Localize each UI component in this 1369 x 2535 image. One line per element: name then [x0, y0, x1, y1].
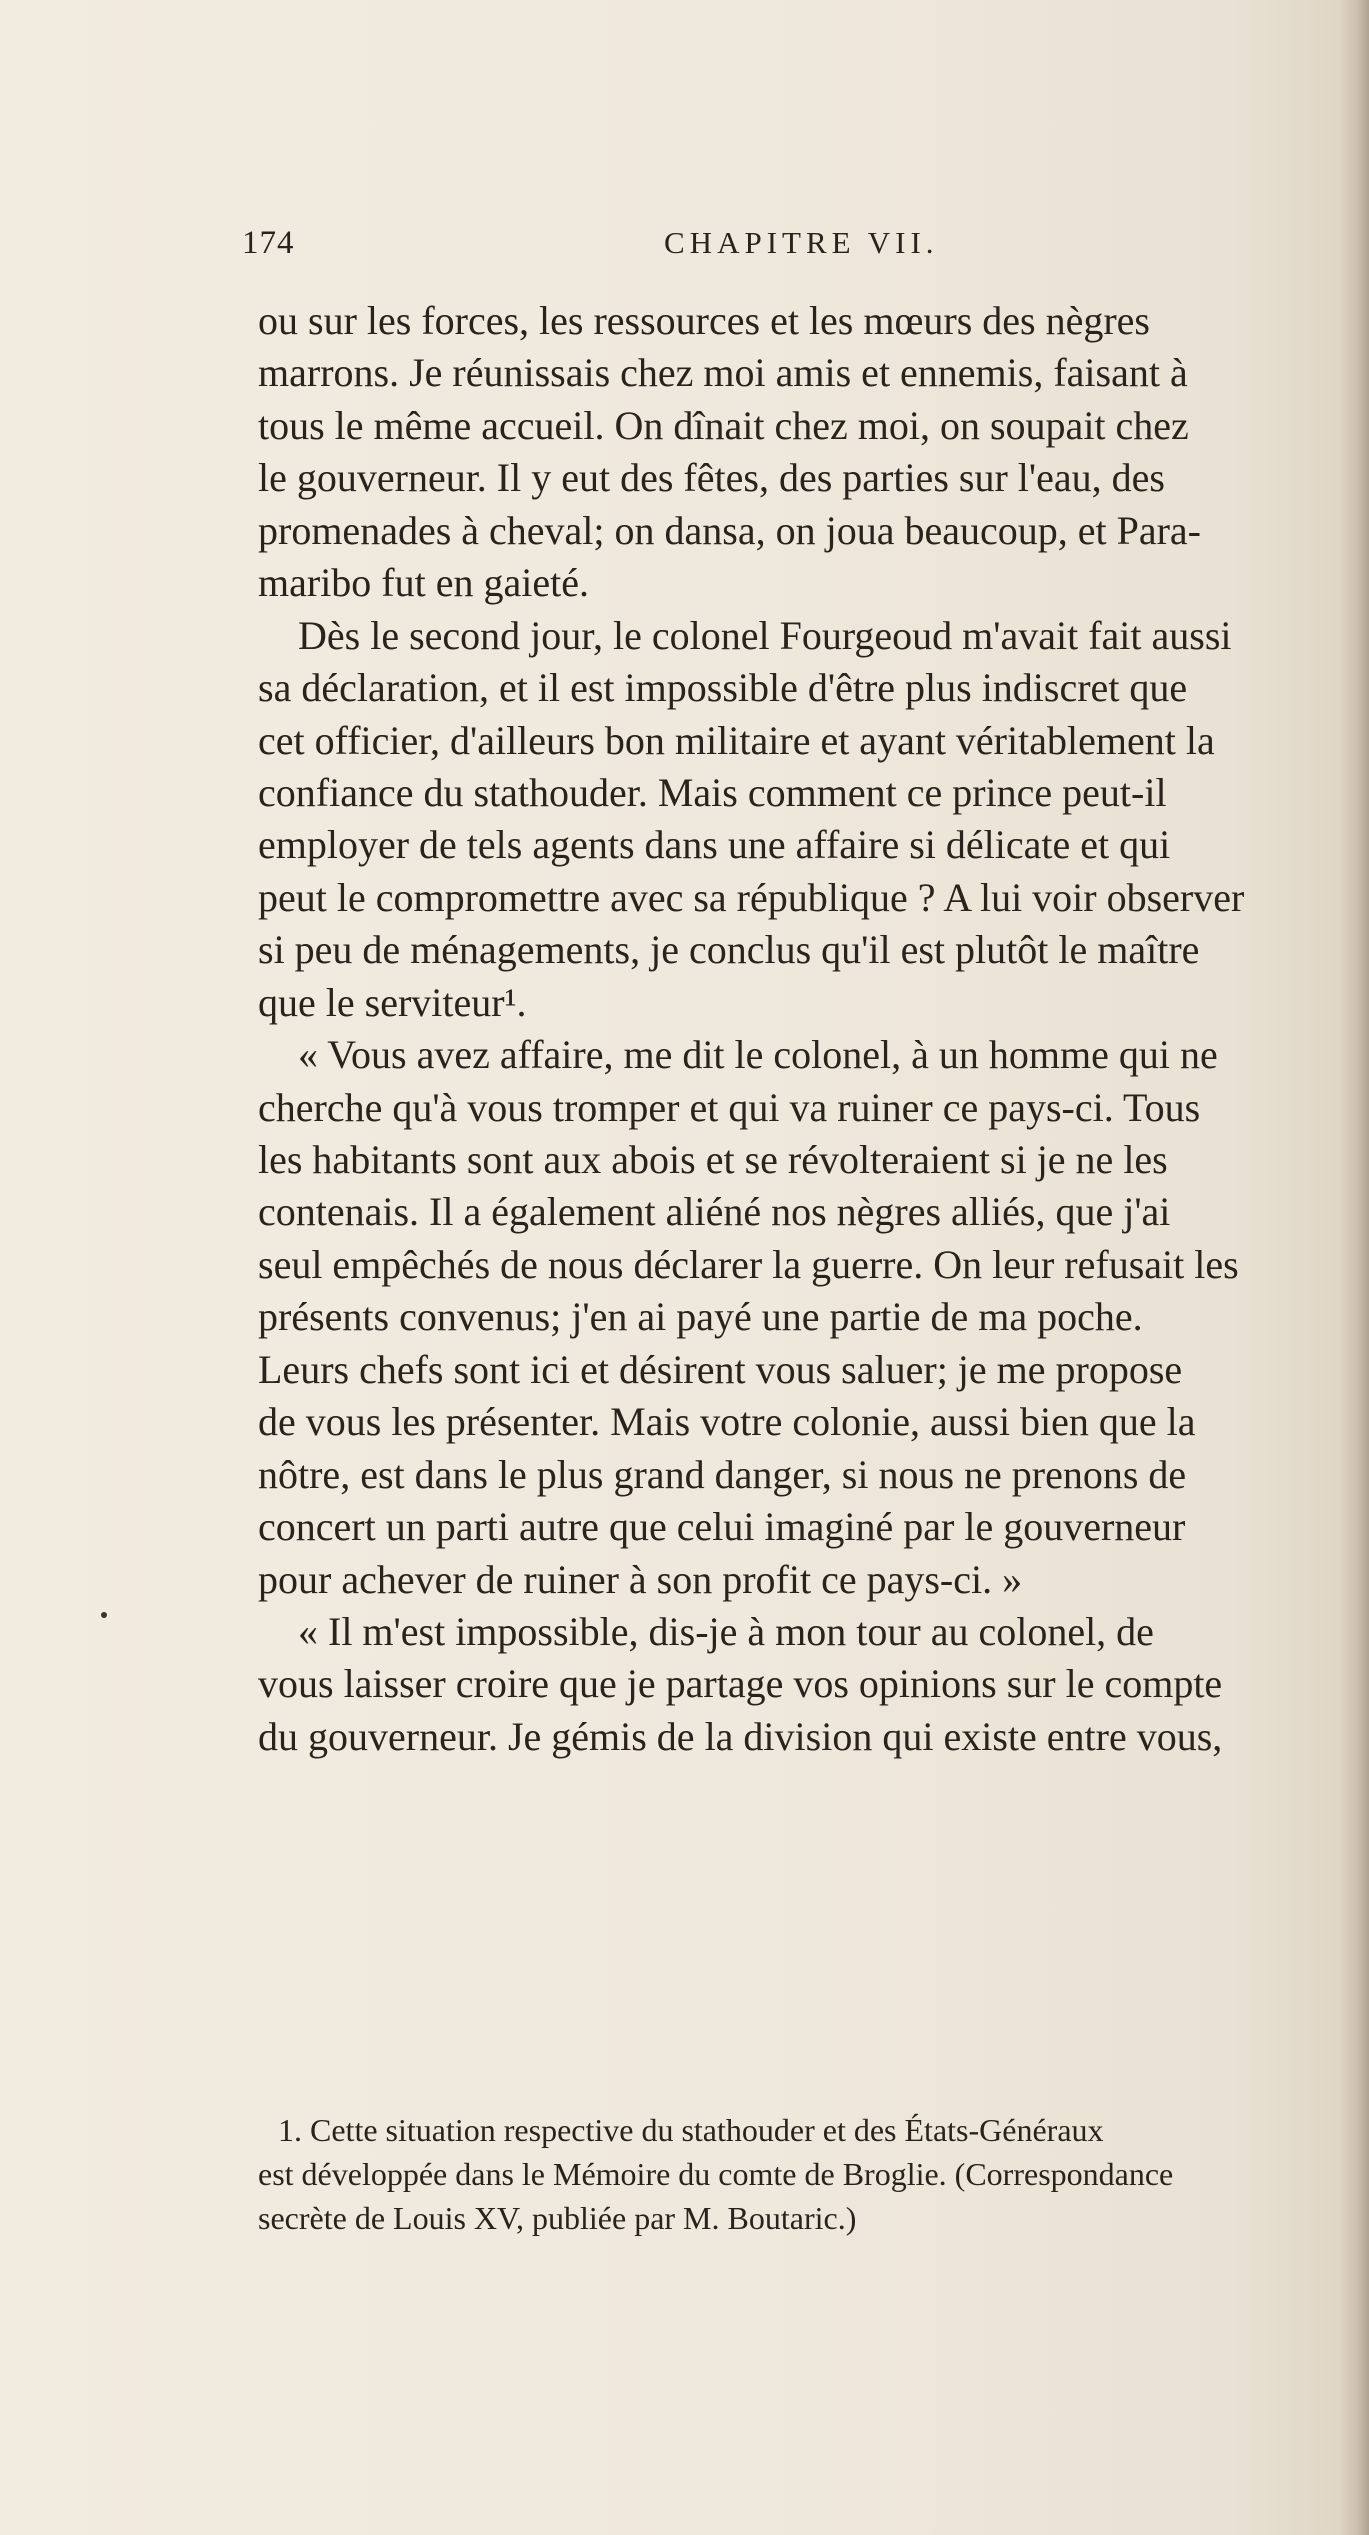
body-line: présents convenus; j'en ai payé une partie de ma poche.: [258, 1294, 1143, 1340]
body-line: cet officier, d'ailleurs bon militaire et ayant véritablement la: [258, 717, 1215, 763]
body-line: cherche qu'à vous tromper et qui va ruiner ce pays-ci. Tous: [258, 1084, 1201, 1130]
body-line: nôtre, est dans le plus grand danger, si nous ne prenons de: [258, 1451, 1187, 1497]
running-header: [0, 225, 1369, 275]
body-line: « Il m'est impossible, dis-je à mon tour au colonel, de: [298, 1608, 1154, 1654]
footnote-line: est développée dans le Mémoire du comte de Broglie. (Correspondance: [258, 2156, 1174, 2192]
body-line: le gouverneur. Il y eut des fêtes, des parties sur l'eau, des: [258, 455, 1165, 501]
body-line: contenais. Il a également aliéné nos nègres alliés, que j'ai: [258, 1189, 1171, 1235]
body-line: marrons. Je réunissais chez moi amis et ennemis, faisant à: [258, 350, 1188, 396]
body-line: que le serviteur¹.: [258, 979, 527, 1025]
body-line: les habitants sont aux abois et se révolteraient si je ne les: [258, 1137, 1168, 1182]
body-line: vous laisser croire que je partage vos opinions sur le compte: [258, 1661, 1223, 1707]
body-line: sa déclaration, et il est impossible d'être plus indiscret que: [258, 665, 1188, 711]
page-number: 174: [242, 225, 295, 261]
body-line: employer de tels agents dans une affaire si délicate et qui: [258, 822, 1171, 868]
body-line: tous le même accueil. On dînait chez moi, on soupait chez: [258, 402, 1189, 448]
chapter-title: CHAPITRE VII.: [664, 225, 939, 260]
body-line: seul empêchés de nous déclarer la guerre. On leur refusait les: [258, 1241, 1239, 1287]
body-line: confiance du stathouder. Mais comment ce prince peut-il: [258, 769, 1167, 815]
body-line: si peu de ménagements, je conclus qu'il est plutôt le maître: [258, 927, 1200, 973]
body-line: du gouverneur. Je gémis de la division qui existe entre vous,: [258, 1713, 1223, 1759]
body-line: Dès le second jour, le colonel Fourgeoud m'avait fait aussi: [298, 612, 1232, 658]
footnote: [258, 2108, 1366, 2240]
body-line: « Vous avez affaire, me dit le colonel, à un homme qui ne: [298, 1032, 1218, 1078]
body-line: peut le compromettre avec sa république ? A lui voir observer: [258, 874, 1245, 920]
margin-mark: [101, 1612, 107, 1618]
body-line: de vous les présenter. Mais votre colonie, aussi bien que la: [258, 1399, 1196, 1445]
body-line: Leurs chefs sont ici et désirent vous saluer; je me propose: [258, 1346, 1183, 1392]
body-line: pour achever de ruiner à son profit ce pays-ci. »: [258, 1556, 1023, 1602]
body-line: ou sur les forces, les ressources et les mœurs des nègres: [258, 298, 1150, 343]
body-text: [258, 295, 1366, 1763]
body-line: promenades à cheval; on dansa, on joua beaucoup, et Para-: [258, 507, 1201, 553]
body-line: maribo fut en gaieté.: [258, 560, 589, 606]
body-line: concert un parti autre que celui imaginé par le gouverneur: [258, 1504, 1186, 1550]
footnote-line: secrète de Louis XV, publiée par M. Boutaric.): [258, 2200, 857, 2236]
footnote-line: 1. Cette situation respective du stathouder et des États-Généraux: [278, 2112, 1104, 2148]
